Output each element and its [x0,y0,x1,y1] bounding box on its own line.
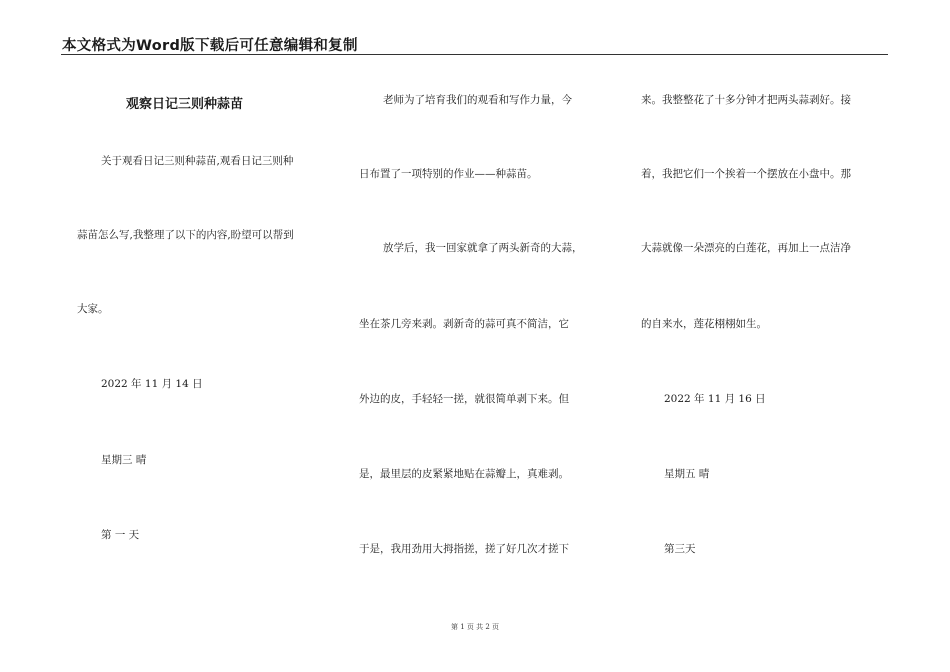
col2-line: 于是，我用劲用大拇指搓，搓了好几次才搓下 [359,543,569,555]
col3-day-label: 第三天 [664,543,696,555]
col1-line: 蒜苗怎么写,我整理了以下的内容,盼望可以帮到 [77,229,294,241]
col1-date: 2022 年 11 月 14 日 [101,378,203,390]
col1-line: 大家。 [77,303,109,315]
col3-line: 着，我把它们一个挨着一个摆放在小盘中。那 [641,168,851,180]
header-title: 本文格式为Word版下载后可任意编辑和复制 [62,38,358,54]
col3-date: 2022 年 11 月 16 日 [664,393,766,405]
page-number: 第 1 页 共 2 页 [450,623,500,631]
col1-weekday: 星期三 晴 [101,454,147,466]
col3-weekday: 星期五 晴 [664,468,710,480]
col2-line: 放学后，我一回家就拿了两头新奇的大蒜， [383,242,583,254]
document-title: 观察日记三则种蒜苗 [126,97,244,112]
col1-line: 关于观看日记三则种蒜苗,观看日记三则种 [101,155,294,167]
col2-line: 外边的皮，手轻轻一搓，就很简单剥下来。但 [359,393,569,405]
col2-line: 老师为了培育我们的观看和写作力量，今 [383,94,572,106]
col2-line: 是，最里层的皮紧紧地贴在蒜瓣上，真难剥。 [359,468,569,480]
col2-line: 坐在茶几旁来剥。剥新奇的蒜可真不简洁，它 [359,318,569,330]
col3-line: 大蒜就像一朵漂亮的白莲花，再加上一点洁净 [641,242,851,254]
header-divider [61,54,888,55]
col2-line: 日布置了一项特别的作业——种蒜苗。 [359,168,538,180]
col3-line: 来。我整整花了十多分钟才把两头蒜剥好。接 [641,94,851,106]
col3-line: 的自来水，莲花栩栩如生。 [641,318,767,330]
col1-day-label: 第 一 天 [101,529,140,541]
